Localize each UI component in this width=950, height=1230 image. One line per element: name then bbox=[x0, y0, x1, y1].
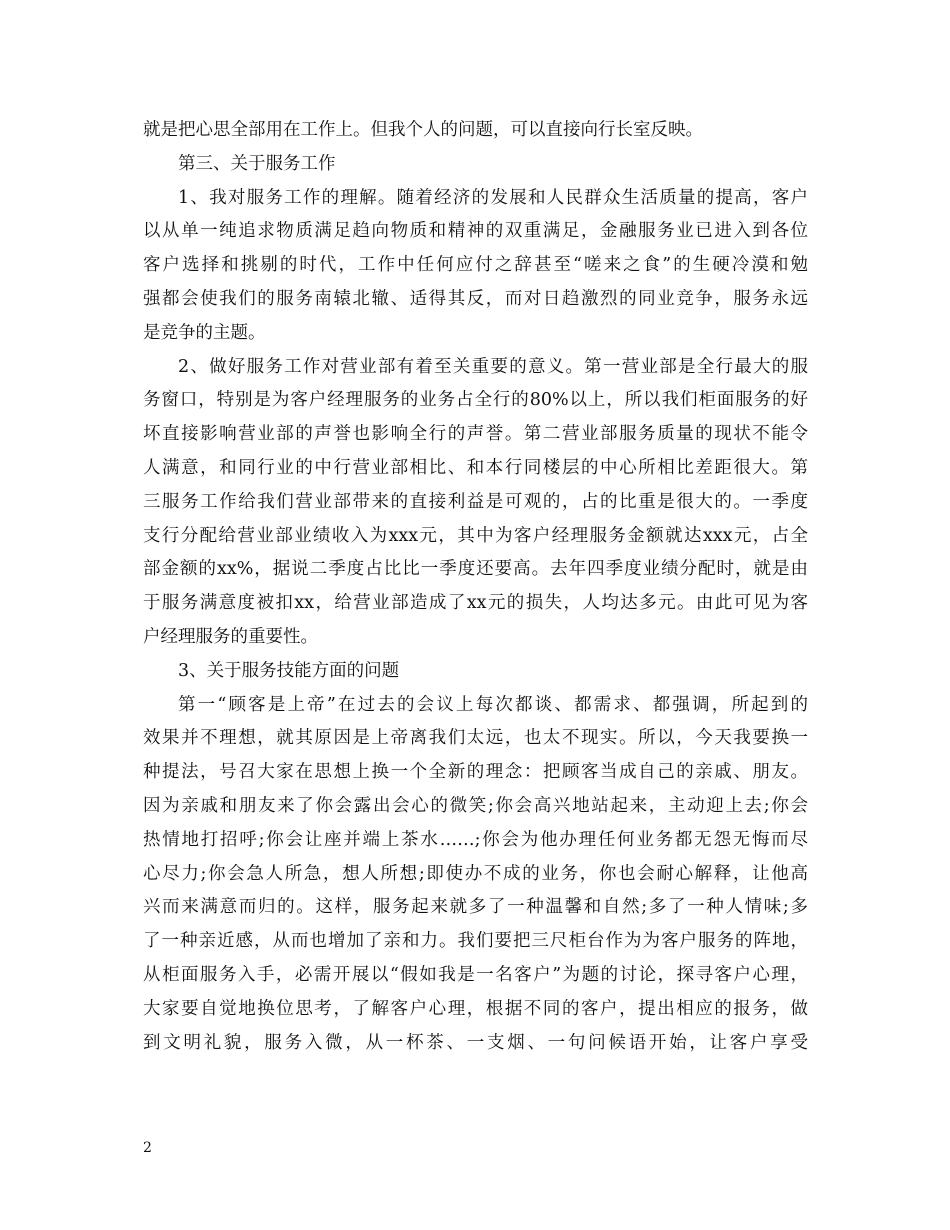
body-text bbox=[143, 114, 808, 1060]
text-line: 因为亲戚和朋友来了你会露出会心的微笑;你会高兴地站起来，主动迎上去;你会 bbox=[143, 795, 808, 816]
text-line: 种提法，号召大家在思想上换一个全新的理念：把顾客当成自己的亲戚、朋友。 bbox=[143, 762, 808, 783]
text-line: 人满意，和同行业的中行营业部相比、和本行同楼层的中心所相比差距很大。第 bbox=[143, 457, 808, 478]
text-line: 支行分配给营业部业绩收入为xxx元，其中为客户经理服务金额就达xxx元，占全 bbox=[143, 525, 808, 546]
text-line: 务窗口，特别是为客户经理服务的业务占全行的80%以上，所以我们柜面服务的好 bbox=[143, 390, 808, 411]
text-line: 兴而来满意而归的。这样，服务起来就多了一种温馨和自然;多了一种人情味;多 bbox=[143, 897, 808, 918]
text-line: 户经理服务的重要性。 bbox=[143, 626, 318, 647]
text-line: 三服务工作给我们营业部带来的直接利益是可观的，占的比重是很大的。一季度 bbox=[143, 491, 808, 512]
text-line: 效果并不理想，就其原因是上帝离我们太远，也太不现实。所以，今天我要换一 bbox=[143, 728, 808, 749]
text-line: 是竞争的主题。 bbox=[143, 322, 266, 343]
page-number: 2 bbox=[143, 1140, 152, 1156]
text-line: 就是把心思全部用在工作上。但我个人的问题，可以直接向行长室反映。 bbox=[143, 120, 703, 140]
text-line: 了一种亲近感，从而也增加了亲和力。我们要把三尺柜台作为为客户服务的阵地， bbox=[143, 931, 808, 952]
text-line: 以从单一纯追求物质满足趋向物质和精神的双重满足，金融服务业已进入到各位 bbox=[143, 221, 808, 242]
text-line: 客户选择和挑剔的时代，工作中任何应付之辞甚至“嗟来之食”的生硬冷漠和勉 bbox=[143, 255, 808, 276]
text-line: 部金额的xx%，据说二季度占比比一季度还要高。去年四季度业绩分配时，就是由 bbox=[143, 559, 808, 580]
text-line: 2、做好服务工作对营业部有着至关重要的意义。第一营业部是全行最大的服 bbox=[178, 356, 808, 377]
text-line: 热情地打招呼;你会让座并端上茶水……;你会为他办理任何业务都无怨无悔而尽 bbox=[143, 829, 808, 850]
text-line: 第三、关于服务工作 bbox=[178, 153, 336, 174]
text-line: 第一“顾客是上帝”在过去的会议上每次都谈、都需求、都强调，所起到的 bbox=[178, 694, 808, 715]
text-line: 到文明礼貌，服务入微，从一杯茶、一支烟、一句问候语开始，让客户享受 bbox=[143, 1032, 808, 1053]
text-line: 于服务满意度被扣xx，给营业部造成了xx元的损失，人均达多元。由此可见为客 bbox=[143, 593, 808, 614]
text-line: 3、关于服务技能方面的问题 bbox=[178, 660, 400, 681]
text-line: 从柜面服务入手，必需开展以“假如我是一名客户”为题的讨论，探寻客户心理， bbox=[143, 964, 808, 985]
text-line: 强都会使我们的服务南辕北辙、适得其反，而对日趋激烈的同业竞争，服务永远 bbox=[143, 288, 808, 309]
text-line: 1、我对服务工作的理解。随着经济的发展和人民群众生活质量的提高，客户 bbox=[178, 187, 808, 208]
text-line: 大家要自觉地换位思考，了解客户心理，根据不同的客户，提出相应的报务，做 bbox=[143, 998, 808, 1019]
text-line: 心尽力;你会急人所急，想人所想;即使办不成的业务，你也会耐心解释，让他高 bbox=[143, 863, 808, 884]
text-line: 坏直接影响营业部的声誉也影响全行的声誉。第二营业部服务质量的现状不能令 bbox=[143, 424, 808, 445]
